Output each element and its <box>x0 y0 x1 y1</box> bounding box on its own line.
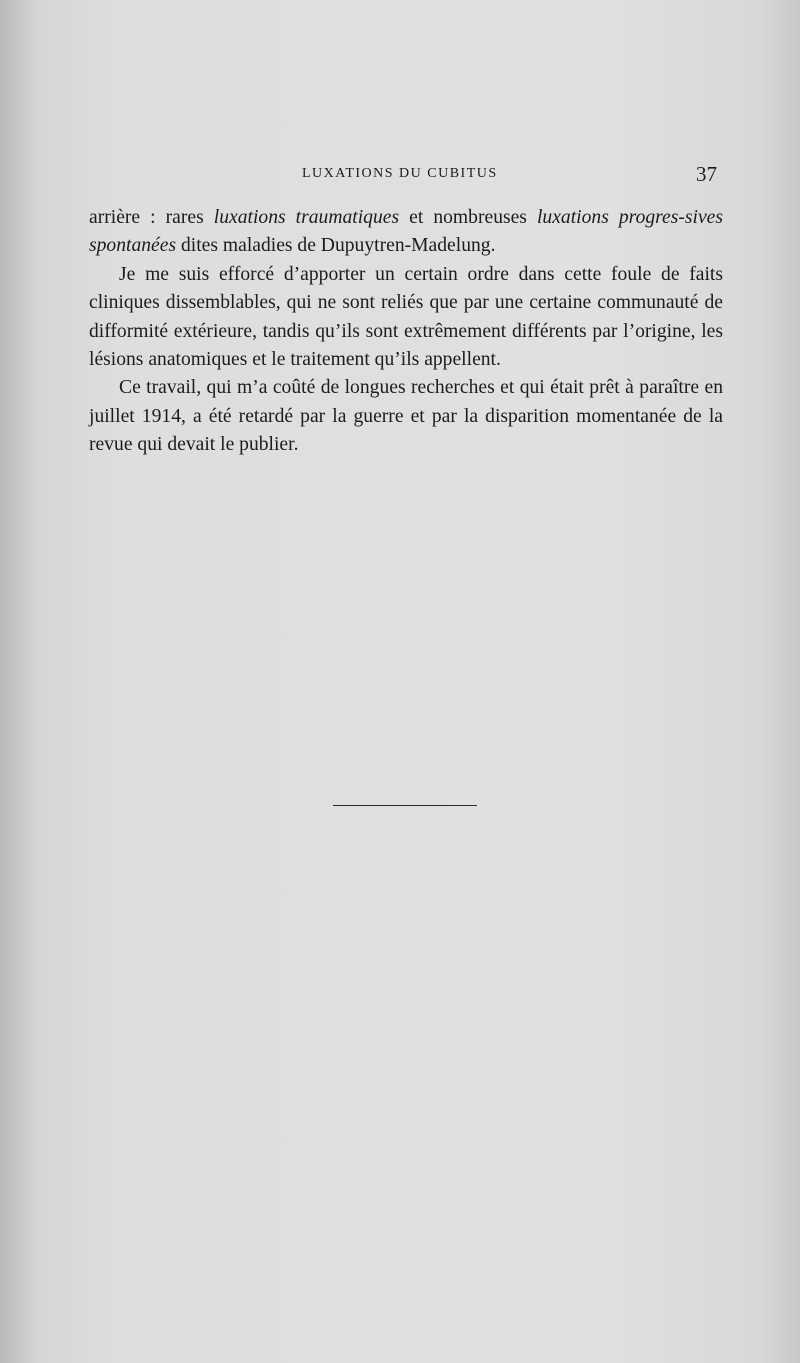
italic-segment: luxations progres-sives spontanées <box>89 207 723 257</box>
page-number: 37 <box>696 162 717 186</box>
paragraph-3 <box>89 374 723 459</box>
text-segment: dites maladies de Dupuytren-Madelung. <box>176 235 496 257</box>
text-segment: Ce travail, qui m’a coûté de longues recherches et qui était prêt à paraître en juillet 1914, a été retardé par la guerre et par la disparition momentanée de la revue qui devait le publier. <box>89 377 723 456</box>
section-end-rule <box>333 805 477 806</box>
paragraph-1 <box>89 204 723 261</box>
text-segment: Je me suis efforcé d’apporter un certain ordre dans cette foule de faits cliniques dissemblables, qui ne sont reliés que par une certaine communauté de difformité extérieure, tandis qu’ils sont extrêmement différents par l’origine, les lésions anatomiques et le traitement qu’ils appellent. <box>89 263 723 371</box>
paragraph-2 <box>89 261 723 375</box>
running-title: LUXATIONS DU CUBITUS <box>302 166 498 181</box>
body-text <box>89 204 723 460</box>
text-segment: arrière : rares <box>89 207 214 228</box>
text-segment: et nombreuses <box>399 207 537 228</box>
page-header <box>0 162 800 190</box>
italic-segment: luxations traumatiques <box>213 207 400 228</box>
